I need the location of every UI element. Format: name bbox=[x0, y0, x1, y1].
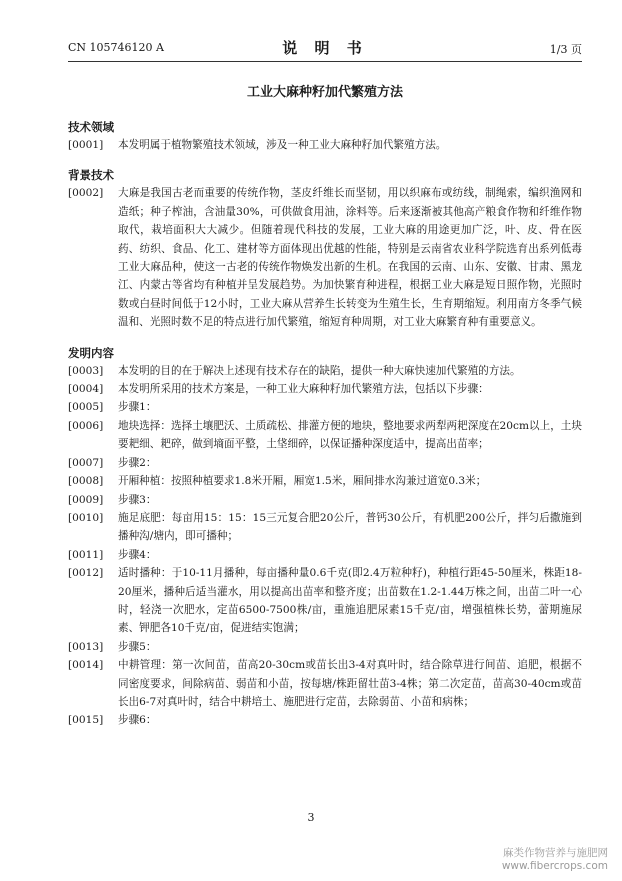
paragraph bbox=[68, 472, 582, 490]
paragraph-text: 开厢种植：按照种植要求1.8米开厢，厢宽1.5米，厢间排水沟兼过道宽0.3米； bbox=[118, 475, 487, 488]
paragraph bbox=[68, 362, 582, 380]
watermark bbox=[502, 847, 608, 873]
paragraph-text: 步骤1： bbox=[118, 401, 157, 414]
document-body bbox=[68, 118, 582, 730]
paragraph-text: 步骤3： bbox=[118, 493, 157, 506]
paragraph-text: 本发明所采用的技术方案是，一种工业大麻种籽加代繁殖方法，包括以下步骤： bbox=[118, 383, 489, 396]
paragraph-number: [0001] bbox=[68, 139, 104, 151]
paragraph-number: [0015] bbox=[68, 714, 104, 727]
paragraph bbox=[68, 136, 582, 154]
section-heading: 背景技术 bbox=[68, 168, 114, 183]
paragraph-number: [0014] bbox=[68, 659, 104, 672]
paragraph-text: 本发明的目的在于解决上述现有技术存在的缺陷，提供一种大麻快速加代繁殖的方法。 bbox=[118, 364, 521, 377]
paragraph bbox=[68, 509, 582, 546]
paragraph-number: [0011] bbox=[68, 548, 104, 561]
paragraph-text: 步骤4： bbox=[118, 548, 157, 561]
section bbox=[68, 166, 582, 331]
paragraph bbox=[68, 491, 582, 509]
patent-number: CN 105746120 A bbox=[68, 41, 164, 54]
document-title: 工业大麻种籽加代繁殖方法 bbox=[246, 85, 403, 100]
paragraph bbox=[68, 656, 582, 711]
paragraph-number: [0004] bbox=[68, 383, 104, 396]
paragraph-number: [0005] bbox=[68, 401, 104, 414]
page-number: 3 bbox=[307, 811, 315, 824]
paragraph-text: 大麻是我国古老而重要的传统作物，茎皮纤维长而坚韧，用以织麻布或纺线，制绳索，编织渔网和造纸；种子榨油，含油量30%，可供做食用油，涂料等。后来逐渐被其他高产粮食作物和纤维作物取代，栽培面积大大减少。但随着现代科技的发展，工业大麻的用途更加广泛，叶、皮、骨在医药、纺织、食品、化工、建材等方面体现出优越的性能，特别是云南省农业科学院选育出系列低毒工业大麻品种，使这一古老的传统作物焕发出新的生机。在我国的云南、山东、安徽、甘肃、黑龙江、内蒙古等省均有种植并呈发展趋势。为加快繁育种进程，根据工业大麻是短日照作物，光照时数或白昼时间低于12小时，工业大麻从营养生长转变为生殖生长，生育期缩短。利用南方冬季气候温和、光照时数不足的特点进行加代繁殖，缩短育种周期，对工业大麻繁育种有重要意义。 bbox=[118, 187, 582, 329]
paragraph-text: 适时播种：于10-11月播种，每亩播种量0.6千克(即2.4万粒种籽)，种植行距45-50厘米，株距18-20厘米，播种后适当灌水，用以提高出苗率和整齐度；出苗数在1.2-1.44万株之间，出苗二叶一心时，轻浇一次肥水，定苗6500-7500株/亩，重施追肥尿素15千克/亩，增强植株长势，蕾期施尿素、钾肥各10千克/亩，促进结实饱满； bbox=[118, 567, 582, 635]
document-type: 说 明 书 bbox=[282, 39, 368, 57]
page-header bbox=[68, 37, 582, 59]
watermark-site-name: 麻类作物营养与施肥网 bbox=[503, 847, 608, 859]
paragraph-text: 施足底肥：每亩用15：15：15三元复合肥20公斤，普钙30公斤，有机肥200公斤，拌匀后撒施到播种沟/塘内，即可播种； bbox=[118, 511, 582, 543]
paragraph-text: 步骤5： bbox=[118, 640, 157, 653]
paragraph-number: [0006] bbox=[68, 419, 104, 432]
paragraph-text: 本发明属于植物繁殖技术领域，涉及一种工业大麻种籽加代繁殖方法。 bbox=[118, 139, 447, 151]
page-indicator: 1/3 页 bbox=[549, 43, 582, 56]
paragraph-number: [0009] bbox=[68, 493, 104, 506]
section-heading: 发明内容 bbox=[68, 345, 114, 360]
section bbox=[68, 118, 582, 154]
paragraph-number: [0003] bbox=[68, 364, 104, 377]
section bbox=[68, 344, 582, 730]
paragraph-number: [0008] bbox=[68, 475, 104, 488]
paragraph-number: [0010] bbox=[68, 511, 104, 524]
header-divider bbox=[68, 61, 582, 62]
paragraph-number: [0013] bbox=[68, 640, 104, 653]
paragraph-number: [0007] bbox=[68, 456, 104, 469]
paragraph-text: 步骤2： bbox=[118, 456, 157, 469]
paragraph bbox=[68, 638, 582, 656]
section-heading: 技术领域 bbox=[68, 120, 114, 134]
paragraph bbox=[68, 546, 582, 564]
watermark-url: www.fibercrops.com bbox=[501, 860, 608, 872]
paragraph-number: [0002] bbox=[68, 187, 104, 200]
paragraph bbox=[68, 454, 582, 472]
paragraph bbox=[68, 398, 582, 416]
paragraph-text: 步骤6： bbox=[118, 714, 157, 727]
paragraph bbox=[68, 380, 582, 398]
paragraph bbox=[68, 417, 582, 454]
paragraph bbox=[68, 711, 582, 729]
paragraph bbox=[68, 564, 582, 638]
paragraph bbox=[68, 184, 582, 331]
paragraph-number: [0012] bbox=[68, 567, 104, 580]
paragraph-text: 地块选择：选择土壤肥沃、土质疏松、排灌方便的地块，整地要求两犁两耙深度在20cm以上，土块要耙细、耙碎，做到墒面平整，土垡细碎，以保证播种深度适中，提高出苗率； bbox=[118, 419, 582, 451]
paragraph-text: 中耕管理：第一次间苗，苗高20-30cm或苗长出3-4对真叶时，结合除草进行间苗、追肥，根据不同密度要求，间除病苗、弱苗和小苗，按每塘/株距留壮苗3-4株；第二次定苗，苗高30-40cm或苗长出6-7对真叶时，结合中耕培土、施肥进行定苗，去除弱苗、小苗和病株； bbox=[118, 659, 582, 708]
